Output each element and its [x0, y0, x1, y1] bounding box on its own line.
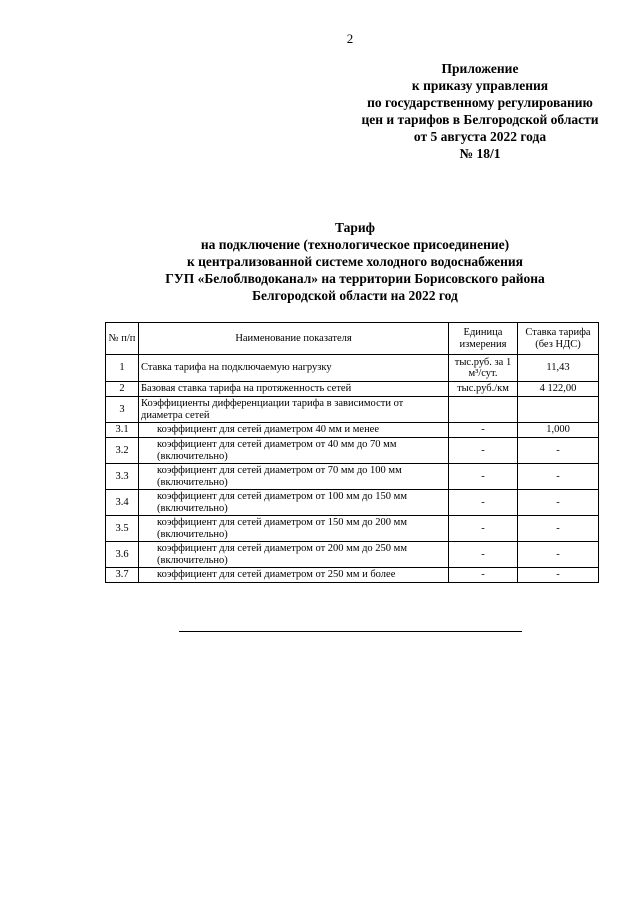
- row-name: коэффициент для сетей диаметром 40 мм и менее: [139, 423, 449, 438]
- row-unit: тыс.руб./км: [449, 382, 518, 397]
- row-num: 3.6: [106, 542, 139, 568]
- row-name: коэффициент для сетей диаметром от 150 мм до 200 мм (включительно): [139, 516, 449, 542]
- title-line: Тариф: [334, 220, 376, 235]
- row-unit: -: [449, 542, 518, 568]
- appendix-line: по государственному регулированию: [367, 95, 593, 110]
- title-line: Белгородской области на 2022 год: [252, 288, 458, 303]
- row-rate: -: [518, 568, 599, 583]
- row-name: коэффициент для сетей диаметром от 250 мм и более: [139, 568, 449, 583]
- table-row: [106, 438, 599, 464]
- table-row: [106, 397, 599, 423]
- row-num: 2: [106, 382, 139, 397]
- row-num: 3.2: [106, 438, 139, 464]
- header-name: Наименование показателя: [139, 323, 449, 355]
- title-line: к централизованной системе холодного водоснабжения: [187, 254, 523, 269]
- row-unit: -: [449, 490, 518, 516]
- table-row: [106, 423, 599, 438]
- table-row: [106, 464, 599, 490]
- row-num: 3.7: [106, 568, 139, 583]
- row-rate: [518, 397, 599, 423]
- row-name: Базовая ставка тарифа на протяженность сетей: [139, 382, 449, 397]
- appendix-line: № 18/1: [459, 146, 501, 161]
- header-unit: Единица измерения: [449, 323, 518, 355]
- row-rate: -: [518, 542, 599, 568]
- title-line: на подключение (технологическое присоединение): [200, 237, 510, 252]
- row-num: 3: [106, 397, 139, 423]
- table-row: [106, 542, 599, 568]
- row-num: 3.5: [106, 516, 139, 542]
- header-rate: Ставка тарифа (без НДС): [518, 323, 599, 355]
- row-name: Коэффициенты дифференциации тарифа в зависимости от диаметра сетей: [139, 397, 449, 423]
- table-header-row: [106, 323, 599, 355]
- row-unit: -: [449, 423, 518, 438]
- document-title: [150, 219, 560, 304]
- row-name: коэффициент для сетей диаметром от 40 мм до 70 мм (включительно): [139, 438, 449, 464]
- row-name: Ставка тарифа на подключаемую нагрузку: [139, 355, 449, 382]
- title-line: ГУП «Белоблводоканал» на территории Борисовского района: [165, 271, 545, 286]
- row-unit: -: [449, 516, 518, 542]
- row-unit: -: [449, 568, 518, 583]
- table-row: [106, 355, 599, 382]
- row-unit: тыс.руб. за 1 м³/сут.: [449, 355, 518, 382]
- row-rate: -: [518, 438, 599, 464]
- row-name: коэффициент для сетей диаметром от 200 мм до 250 мм (включительно): [139, 542, 449, 568]
- page-number: 2: [346, 31, 354, 46]
- appendix-line: цен и тарифов в Белгородской области: [361, 112, 599, 127]
- row-rate: 4 122,00: [518, 382, 599, 397]
- row-rate: -: [518, 464, 599, 490]
- table-row: [106, 490, 599, 516]
- header-num: № п/п: [106, 323, 139, 355]
- appendix-line: Приложение: [441, 61, 519, 76]
- row-unit: -: [449, 464, 518, 490]
- table-row: [106, 382, 599, 397]
- appendix-block: [350, 60, 610, 162]
- appendix-line: от 5 августа 2022 года: [413, 129, 547, 144]
- row-rate: -: [518, 516, 599, 542]
- row-unit: -: [449, 438, 518, 464]
- tariff-table: [105, 322, 599, 583]
- row-rate: -: [518, 490, 599, 516]
- row-unit: [449, 397, 518, 423]
- appendix-line: к приказу управления: [411, 78, 549, 93]
- row-rate: 1,000: [518, 423, 599, 438]
- row-rate: 11,43: [518, 355, 599, 382]
- row-num: 3.3: [106, 464, 139, 490]
- row-num: 3.1: [106, 423, 139, 438]
- bottom-divider: [179, 631, 522, 632]
- row-name: коэффициент для сетей диаметром от 70 мм до 100 мм (включительно): [139, 464, 449, 490]
- row-num: 1: [106, 355, 139, 382]
- table-row: [106, 568, 599, 583]
- row-num: 3.4: [106, 490, 139, 516]
- table-row: [106, 516, 599, 542]
- row-name: коэффициент для сетей диаметром от 100 мм до 150 мм (включительно): [139, 490, 449, 516]
